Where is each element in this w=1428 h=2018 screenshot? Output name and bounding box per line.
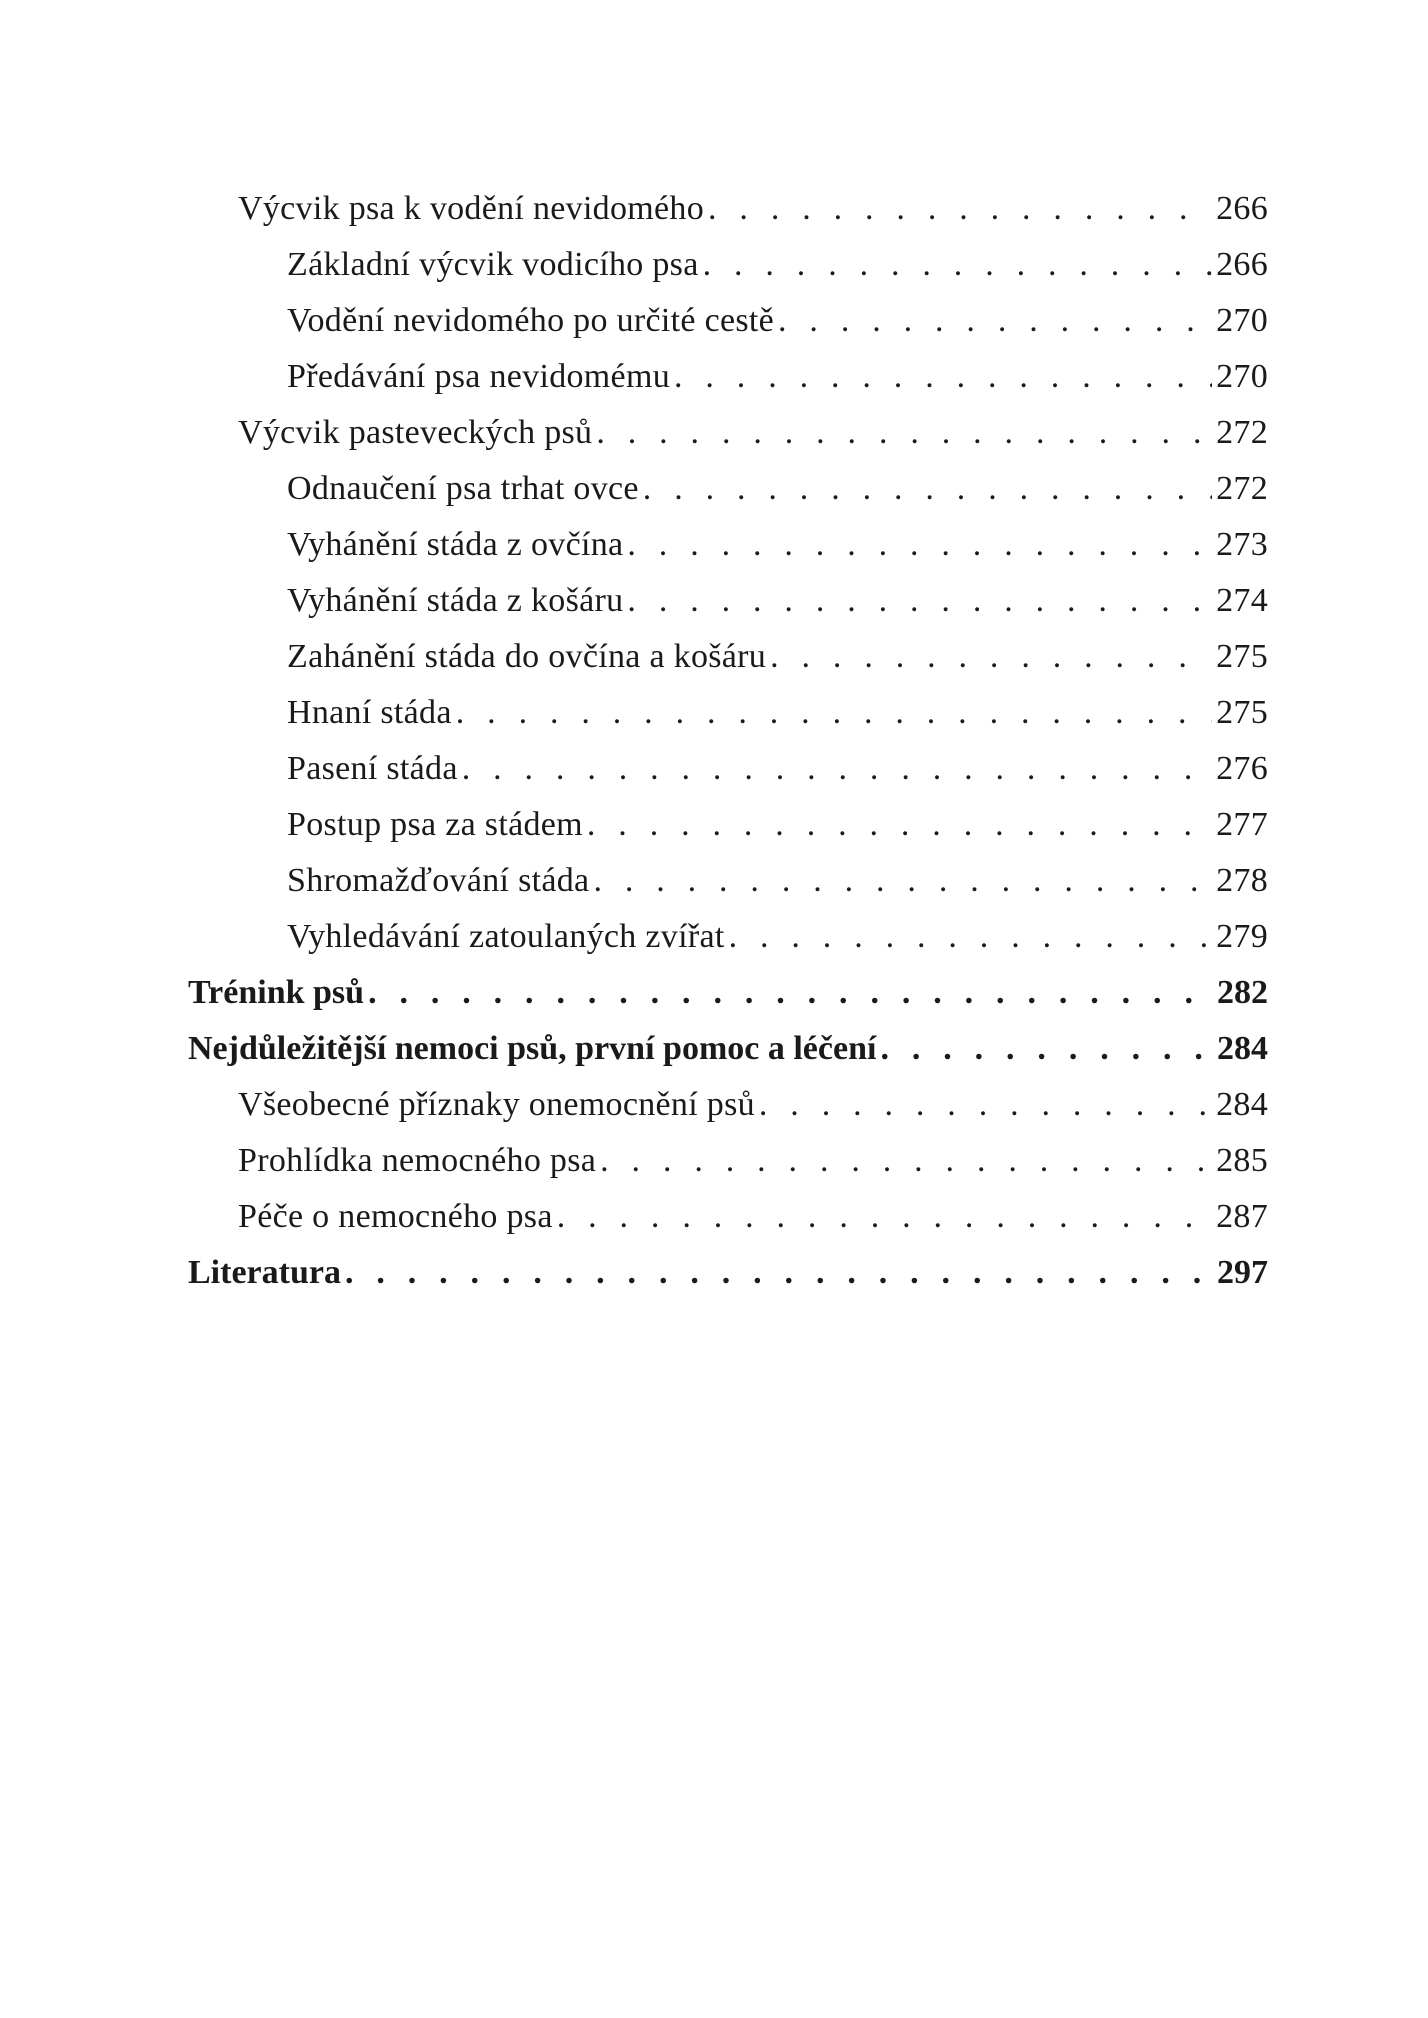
toc-entry[interactable] [188, 190, 1268, 246]
toc-entry[interactable] [188, 358, 1268, 414]
toc-entry-page: 266 [1216, 190, 1268, 227]
toc-entry-page: 282 [1217, 974, 1268, 1011]
toc-entry-title: Pasení stáda [287, 750, 458, 787]
toc-entry-page: 287 [1216, 1198, 1268, 1235]
toc-entry-title: Vyhánění stáda z košáru [287, 582, 624, 619]
toc-entry[interactable] [188, 1142, 1268, 1198]
toc-entry[interactable] [188, 302, 1268, 358]
toc-entry-title: Základní výcvik vodicího psa [287, 246, 699, 283]
toc-entry-page: 285 [1216, 1142, 1268, 1179]
toc-entry-page: 277 [1216, 806, 1268, 843]
toc-dot-leader [596, 414, 1212, 452]
toc-dot-leader [600, 1142, 1212, 1180]
toc-entry[interactable] [188, 694, 1268, 750]
toc-entry[interactable] [188, 806, 1268, 862]
toc-entry[interactable] [188, 414, 1268, 470]
toc-entry-page: 272 [1216, 414, 1268, 451]
toc-entry-page: 284 [1217, 1030, 1268, 1067]
toc-entry-title: Shromažďování stáda [287, 862, 590, 899]
toc-entry-page: 275 [1216, 694, 1268, 731]
toc-dot-leader [627, 582, 1212, 620]
toc-entry[interactable] [188, 526, 1268, 582]
toc-entry-page: 270 [1216, 302, 1268, 339]
toc-entry-title: Vyhánění stáda z ovčína [287, 526, 624, 563]
toc-entry-title: Péče o nemocného psa [238, 1198, 553, 1235]
toc-entry-page: 270 [1216, 358, 1268, 395]
toc-entry-title: Odnaučení psa trhat ovce [287, 470, 639, 507]
toc-entry-page: 273 [1216, 526, 1268, 563]
toc-entry[interactable] [188, 246, 1268, 302]
toc-dot-leader [593, 862, 1212, 900]
toc-dot-leader [703, 246, 1213, 284]
toc-entry-title: Nejdůležitější nemoci psů, první pomoc a léčení [188, 1030, 877, 1067]
toc-entry[interactable] [188, 862, 1268, 918]
toc-dot-leader [627, 526, 1212, 564]
toc-entry[interactable] [188, 470, 1268, 526]
toc-dot-leader [557, 1198, 1212, 1236]
toc-chapter-entry[interactable] [188, 1254, 1268, 1310]
toc-dot-leader [759, 1086, 1212, 1124]
toc-entry[interactable] [188, 918, 1268, 974]
toc-entry[interactable] [188, 750, 1268, 806]
toc-entry-page: 266 [1216, 246, 1268, 283]
toc-entry-title: Hnaní stáda [287, 694, 452, 731]
toc-dot-leader [643, 470, 1212, 508]
toc-dot-leader [729, 918, 1212, 956]
toc-dot-leader [880, 1030, 1213, 1068]
toc-entry-title: Všeobecné příznaky onemocnění psů [238, 1086, 755, 1123]
toc-entry-title: Zahánění stáda do ovčína a košáru [287, 638, 767, 675]
toc-entry-page: 297 [1217, 1254, 1268, 1291]
toc-entry-page: 275 [1216, 638, 1268, 675]
toc-dot-leader [708, 190, 1212, 228]
toc-entry-title: Vyhledávání zatoulaných zvířat [287, 918, 725, 955]
toc-entry-title: Literatura [188, 1254, 341, 1291]
toc-entry-page: 278 [1216, 862, 1268, 899]
toc-entry-title: Předávání psa nevidomému [287, 358, 670, 395]
toc-entry-title: Vodění nevidomého po určité cestě [287, 302, 775, 339]
toc-dot-leader [770, 638, 1212, 676]
table-of-contents [188, 190, 1268, 1310]
toc-entry-title: Výcvik psa k vodění nevidomého [238, 190, 705, 227]
toc-entry-title: Trénink psů [188, 974, 365, 1011]
toc-entry-title: Prohlídka nemocného psa [238, 1142, 597, 1179]
toc-entry-page: 272 [1216, 470, 1268, 507]
toc-entry-page: 274 [1216, 582, 1268, 619]
toc-dot-leader [587, 806, 1212, 844]
toc-entry[interactable] [188, 1086, 1268, 1142]
toc-entry[interactable] [188, 638, 1268, 694]
toc-dot-leader [674, 358, 1212, 396]
toc-dot-leader [345, 1254, 1213, 1292]
toc-dot-leader [368, 974, 1213, 1012]
toc-dot-leader [778, 302, 1212, 340]
toc-entry[interactable] [188, 582, 1268, 638]
toc-entry-page: 279 [1216, 918, 1268, 955]
toc-entry-page: 276 [1216, 750, 1268, 787]
toc-entry[interactable] [188, 1198, 1268, 1254]
toc-dot-leader [462, 750, 1212, 788]
toc-entry-title: Postup psa za stádem [287, 806, 583, 843]
toc-chapter-entry[interactable] [188, 974, 1268, 1030]
toc-entry-title: Výcvik pasteveckých psů [238, 414, 593, 451]
toc-entry-page: 284 [1216, 1086, 1268, 1123]
toc-dot-leader [456, 694, 1212, 732]
toc-chapter-entry[interactable] [188, 1030, 1268, 1086]
